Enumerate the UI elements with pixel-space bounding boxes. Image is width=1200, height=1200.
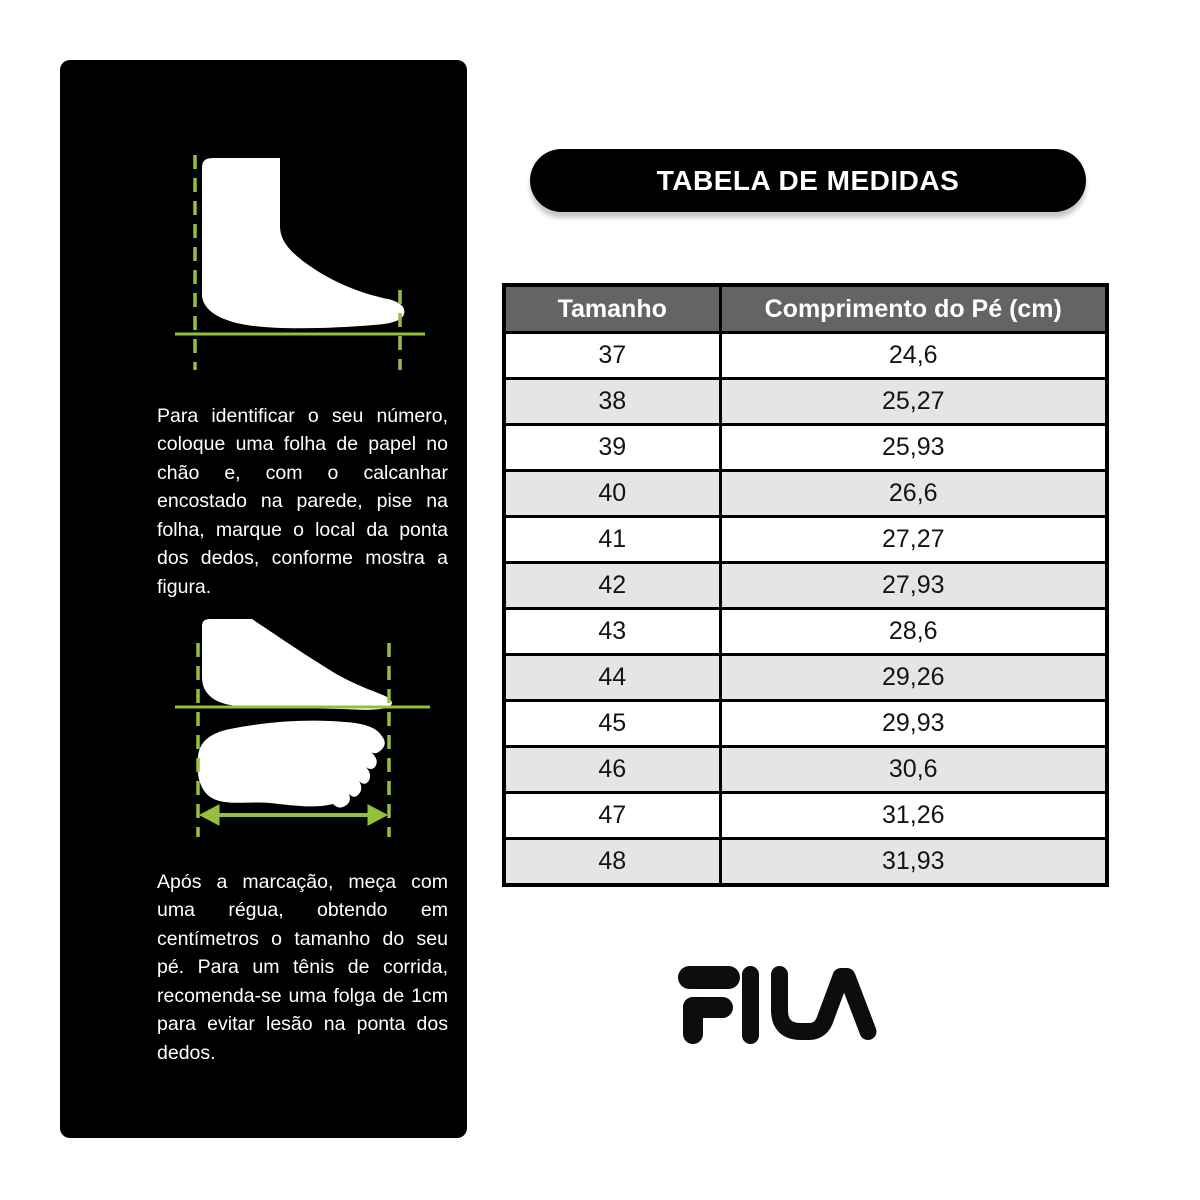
table-row <box>504 425 1107 471</box>
measure-arrow <box>200 805 387 825</box>
table-header-row <box>504 285 1107 333</box>
size-cell: 39 <box>504 425 720 471</box>
instruction-text-2: Após a marcação, meça com uma régua, obtendo em centímetros o tamanho do seu pé. Para um tênis de corrida, recomenda-se uma folga de 1cm para evitar lesão na ponta dos dedos. <box>157 870 448 1064</box>
foot-silhouette <box>202 158 404 328</box>
foot-length-cell: 26,6 <box>720 471 1107 517</box>
table-row <box>504 609 1107 655</box>
instructions-panel <box>60 60 467 1138</box>
footprint-silhouette <box>198 721 385 808</box>
table-row <box>504 701 1107 747</box>
table-row <box>504 517 1107 563</box>
foot-length-measure-diagram <box>150 605 450 845</box>
foot-length-cell: 25,27 <box>720 379 1107 425</box>
table-row <box>504 747 1107 793</box>
foot-length-cell: 24,6 <box>720 333 1107 379</box>
fila-logo-f-top-bar <box>678 966 740 989</box>
size-cell: 48 <box>504 839 720 886</box>
size-cell: 44 <box>504 655 720 701</box>
col-header-foot-length: Comprimento do Pé (cm) <box>720 285 1107 333</box>
foot-length-cell: 31,93 <box>720 839 1107 886</box>
foot-length-cell: 28,6 <box>720 609 1107 655</box>
size-cell: 37 <box>504 333 720 379</box>
fila-logo <box>678 966 878 1044</box>
size-table-body <box>504 333 1107 886</box>
fila-logo-la <box>780 975 869 1032</box>
table-row <box>504 793 1107 839</box>
foot-length-cell: 29,93 <box>720 701 1107 747</box>
table-row <box>504 839 1107 886</box>
table-title-badge <box>530 149 1086 212</box>
fila-logo-i <box>742 966 759 1044</box>
foot-length-cell: 27,93 <box>720 563 1107 609</box>
size-cell: 43 <box>504 609 720 655</box>
table-row <box>504 655 1107 701</box>
foot-length-cell: 30,6 <box>720 747 1107 793</box>
foot-length-cell: 29,26 <box>720 655 1107 701</box>
size-cell: 38 <box>504 379 720 425</box>
table-title: TABELA DE MEDIDAS <box>656 164 960 196</box>
col-header-size: Tamanho <box>504 285 720 333</box>
table-row <box>504 379 1107 425</box>
size-cell: 47 <box>504 793 720 839</box>
foot-side-measure-diagram <box>150 130 450 380</box>
foot-length-cell: 31,26 <box>720 793 1107 839</box>
foot-side-silhouette <box>202 619 392 710</box>
table-row <box>504 563 1107 609</box>
size-cell: 41 <box>504 517 720 563</box>
foot-length-cell: 25,93 <box>720 425 1107 471</box>
instruction-text-1: Para identificar o seu número, coloque uma folha de papel no chão e, com o calcanhar encostado na parede, pise na folha, marque o local da ponta dos dedos, conforme mostra a figura. <box>157 404 448 598</box>
table-row <box>504 471 1107 517</box>
size-table <box>502 283 1109 887</box>
size-cell: 45 <box>504 701 720 747</box>
foot-length-cell: 27,27 <box>720 517 1107 563</box>
size-cell: 40 <box>504 471 720 517</box>
table-row <box>504 333 1107 379</box>
fila-logo-f-stem <box>683 997 703 1044</box>
size-cell: 46 <box>504 747 720 793</box>
size-cell: 42 <box>504 563 720 609</box>
